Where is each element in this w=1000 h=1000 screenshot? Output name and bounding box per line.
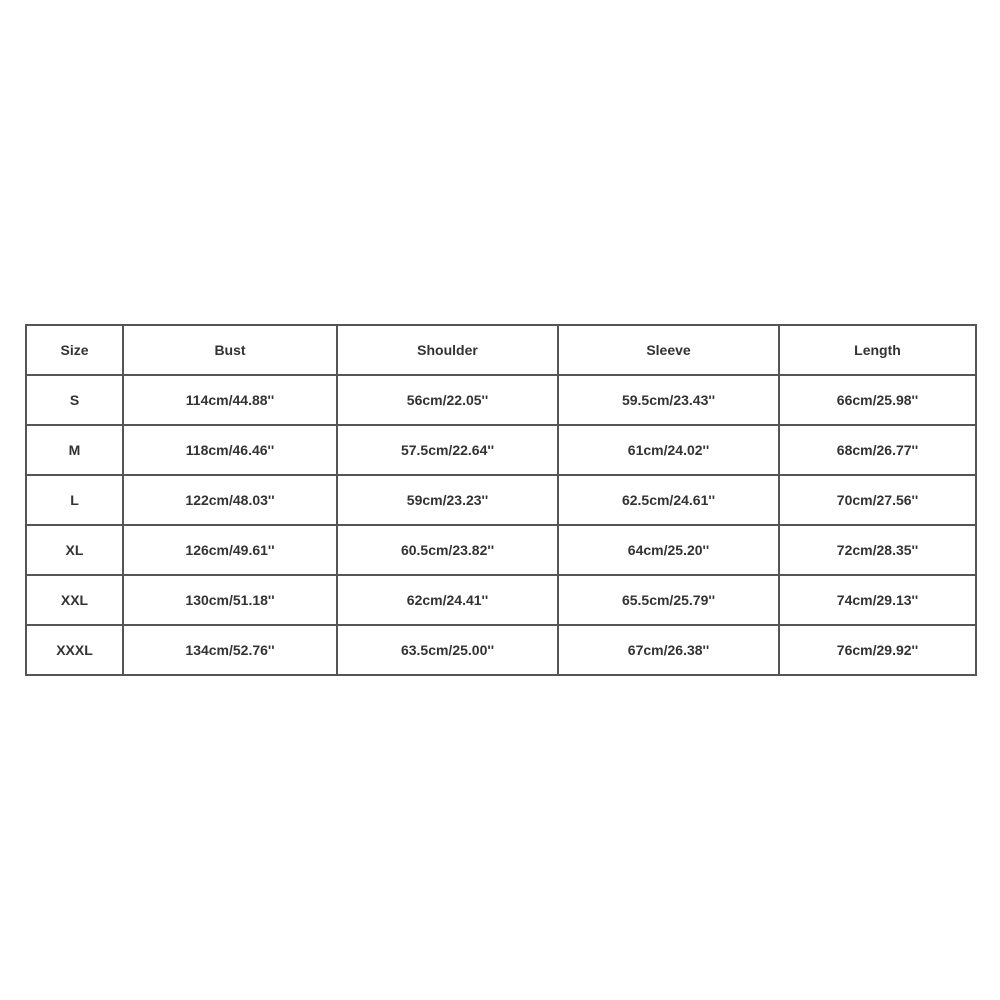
cell-bust: 130cm/51.18'' [123,575,337,625]
cell-length: 76cm/29.92'' [779,625,976,675]
cell-shoulder: 60.5cm/23.82'' [337,525,558,575]
cell-length: 72cm/28.35'' [779,525,976,575]
cell-bust: 118cm/46.46'' [123,425,337,475]
cell-shoulder: 57.5cm/22.64'' [337,425,558,475]
cell-sleeve: 64cm/25.20'' [558,525,779,575]
cell-shoulder: 59cm/23.23'' [337,475,558,525]
cell-sleeve: 59.5cm/23.43'' [558,375,779,425]
cell-size: L [26,475,123,525]
cell-length: 70cm/27.56'' [779,475,976,525]
cell-size: XL [26,525,123,575]
cell-bust: 122cm/48.03'' [123,475,337,525]
cell-length: 74cm/29.13'' [779,575,976,625]
header-bust: Bust [123,325,337,375]
cell-sleeve: 61cm/24.02'' [558,425,779,475]
cell-size: M [26,425,123,475]
table-row [26,625,976,675]
cell-bust: 126cm/49.61'' [123,525,337,575]
table-row [26,575,976,625]
cell-sleeve: 65.5cm/25.79'' [558,575,779,625]
cell-bust: 114cm/44.88'' [123,375,337,425]
cell-size: XXL [26,575,123,625]
cell-size: S [26,375,123,425]
header-shoulder: Shoulder [337,325,558,375]
header-size: Size [26,325,123,375]
header-length: Length [779,325,976,375]
cell-bust: 134cm/52.76'' [123,625,337,675]
cell-sleeve: 62.5cm/24.61'' [558,475,779,525]
table-row [26,525,976,575]
cell-sleeve: 67cm/26.38'' [558,625,779,675]
cell-length: 66cm/25.98'' [779,375,976,425]
cell-shoulder: 62cm/24.41'' [337,575,558,625]
table-row [26,475,976,525]
cell-shoulder: 56cm/22.05'' [337,375,558,425]
table-row [26,375,976,425]
header-sleeve: Sleeve [558,325,779,375]
cell-length: 68cm/26.77'' [779,425,976,475]
table-row [26,425,976,475]
cell-size: XXXL [26,625,123,675]
table-header-row [26,325,976,375]
cell-shoulder: 63.5cm/25.00'' [337,625,558,675]
size-chart-table [25,324,977,676]
